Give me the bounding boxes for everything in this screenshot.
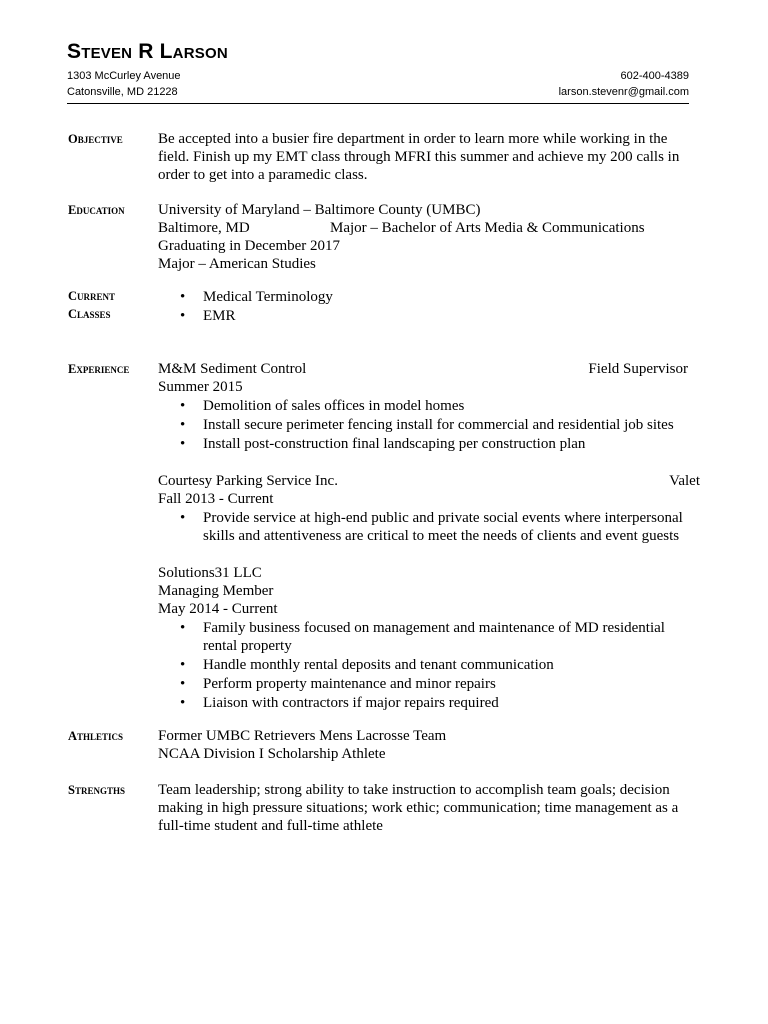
- experience-section: [68, 360, 700, 713]
- major-primary: Major – Bachelor of Arts Media & Communications: [330, 220, 645, 236]
- job-dates: Fall 2013 - Current: [158, 491, 274, 507]
- objective-line: field. Finish up my EMT class through MFRI this summer and achieve my 200 calls in: [158, 149, 680, 165]
- bullet-icon: •: [180, 620, 186, 636]
- objective-section: [68, 130, 700, 184]
- school-location: Baltimore, MD: [158, 220, 250, 236]
- objective-label: Objective: [68, 132, 123, 146]
- experience-label: Experience: [68, 362, 130, 376]
- email-address: larson.stevenr@gmail.com: [558, 86, 689, 98]
- objective-line: Be accepted into a busier fire department in order to learn more while working in the: [158, 131, 668, 147]
- bullet-icon: •: [180, 657, 186, 673]
- job-title: Managing Member: [158, 583, 274, 599]
- bullet-icon: •: [180, 695, 186, 711]
- job-bullet: • Handle monthly rental deposits and tenant communication: [180, 657, 554, 673]
- major-secondary: Major – American Studies: [158, 256, 316, 272]
- address-line-2: Catonsville, MD 21228: [67, 86, 178, 98]
- bullet-icon: •: [180, 398, 186, 414]
- class-item: • EMR: [180, 308, 236, 324]
- contact-info: [559, 68, 689, 100]
- job-bullet: • Install secure perimeter fencing install for commercial and residential job sites: [180, 417, 674, 433]
- contact-block: [67, 68, 689, 100]
- strengths-section: [68, 781, 700, 835]
- graduation-date: Graduating in December 2017: [158, 238, 341, 254]
- job-header: [158, 360, 688, 378]
- job-company: Courtesy Parking Service Inc.: [158, 473, 338, 489]
- job-dates: May 2014 - Current: [158, 601, 278, 617]
- bullet-icon: •: [180, 510, 186, 526]
- bullet-icon: •: [180, 676, 186, 692]
- education-label: Education: [68, 203, 125, 217]
- address-line-1: 1303 McCurley Avenue: [67, 70, 181, 82]
- athletics-line: Former UMBC Retrievers Mens Lacrosse Team: [158, 728, 447, 744]
- job-title: Field Supervisor: [588, 361, 688, 377]
- bullet-icon: •: [180, 436, 186, 452]
- job-header: [158, 472, 700, 490]
- strengths-line: Team leadership; strong ability to take instruction to accomplish team goals; decision: [158, 782, 670, 798]
- job-bullet: • Install post-construction final landscaping per construction plan: [180, 436, 586, 452]
- candidate-name: Steven R Larson: [67, 40, 228, 63]
- strengths-label: Strengths: [68, 783, 125, 797]
- job-bullet: • Family business focused on management and maintenance of MD residential rental property: [180, 620, 665, 654]
- job-title: Valet: [669, 473, 700, 489]
- strengths-line: making in high pressure situations; work ethic; communication; time management as a: [158, 800, 679, 816]
- athletics-label: Athletics: [68, 729, 124, 743]
- athletics-section: [68, 727, 700, 763]
- objective-line: order to get into a paramedic class.: [158, 167, 368, 183]
- job-dates: Summer 2015: [158, 379, 243, 395]
- athletics-line: NCAA Division I Scholarship Athlete: [158, 746, 386, 762]
- bullet-icon: •: [180, 417, 186, 433]
- resume-header: [67, 40, 689, 104]
- school-location-row: [158, 219, 700, 237]
- job-company: M&M Sediment Control: [158, 361, 307, 377]
- job-company: Solutions31 LLC: [158, 565, 262, 581]
- strengths-line: full-time student and full-time athlete: [158, 818, 383, 834]
- classes-label: Current Classes: [68, 289, 116, 321]
- job-bullet: • Liaison with contractors if major repairs required: [180, 695, 499, 711]
- job-bullet: • Demolition of sales offices in model homes: [180, 398, 465, 414]
- job-bullet: • Provide service at high-end public and private social events where interpersonal skills and attentiveness are critical to meet the needs of clients and event guests: [180, 510, 683, 544]
- education-section: [68, 201, 700, 273]
- classes-section: [68, 287, 700, 326]
- address-block: [67, 68, 181, 100]
- bullet-icon: •: [180, 308, 186, 324]
- class-item: • Medical Terminology: [180, 289, 333, 305]
- school-name: University of Maryland – Baltimore County (UMBC): [158, 202, 481, 218]
- phone-number: 602-400-4389: [620, 70, 689, 82]
- header-divider: [67, 103, 689, 104]
- bullet-icon: •: [180, 289, 186, 305]
- job-bullet: • Perform property maintenance and minor repairs: [180, 676, 496, 692]
